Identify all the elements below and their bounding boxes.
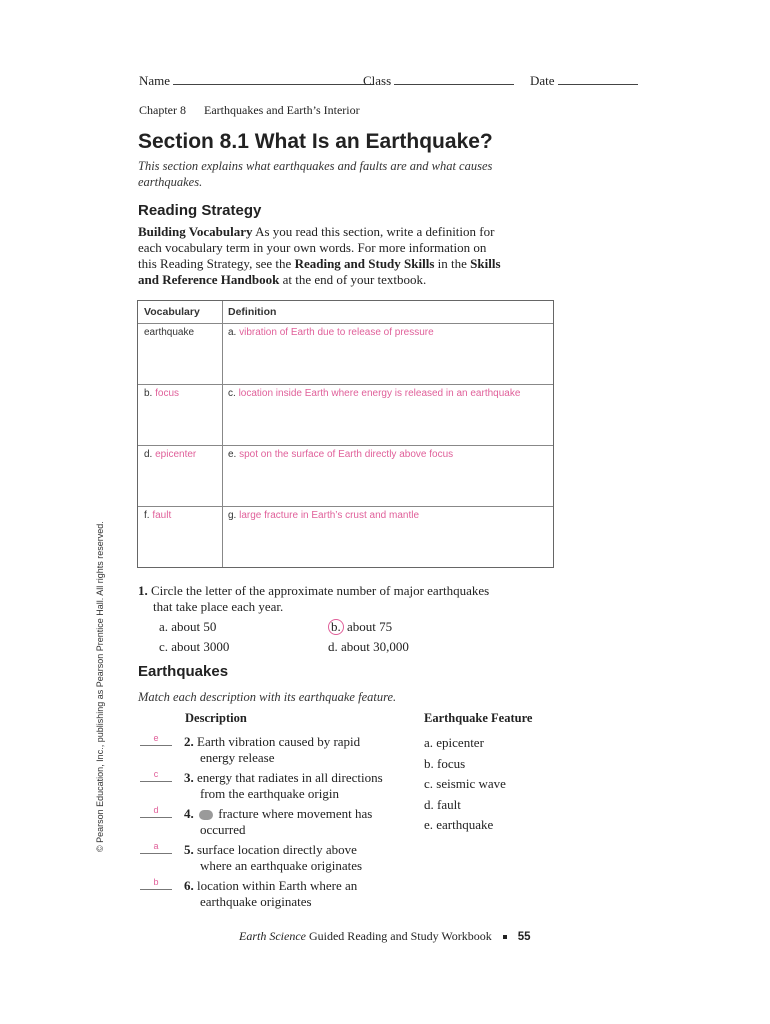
reading-strategy-heading: Reading Strategy — [138, 202, 262, 219]
chapter-title: Earthquakes and Earth’s Interior — [204, 103, 360, 117]
earthquakes-instructions: Match each description with its earthquake feature. — [138, 690, 397, 704]
vocab-cell[interactable] — [144, 388, 179, 399]
definition-answer: vibration of Earth due to release of pressure — [239, 327, 434, 338]
item-text2: energy release — [200, 750, 275, 765]
chapter-number: Chapter 8 — [139, 103, 186, 117]
item-text2: from the earthquake origin — [200, 786, 339, 801]
reading-strategy-text — [138, 224, 501, 288]
feature-list — [424, 733, 506, 836]
vocab-letter: d. — [144, 449, 153, 460]
class-blank[interactable] — [394, 72, 514, 85]
item-text2: occurred — [200, 822, 246, 837]
answer-blank-6[interactable]: b — [153, 877, 159, 887]
question-1-line1 — [138, 583, 489, 599]
feature-item: c. seismic wave — [424, 776, 506, 791]
rs-line3-b: Reading and Study Skills — [294, 256, 435, 271]
item-number: 2. — [184, 734, 194, 749]
definition-cell[interactable] — [228, 388, 520, 399]
answer-blank-2[interactable]: e — [153, 733, 159, 743]
vocab-answer: fault — [152, 510, 172, 521]
vocab-answer: epicenter — [155, 449, 197, 460]
name-line — [139, 72, 373, 89]
definition-answer: spot on the surface of Earth directly above focus — [239, 449, 454, 460]
item-number: 6. — [184, 878, 194, 893]
feature-item: d. fault — [424, 796, 461, 812]
section-intro-line2: earthquakes. — [138, 175, 203, 189]
choice-c[interactable] — [159, 639, 229, 655]
def-letter: g. — [228, 510, 237, 521]
blank-line-3 — [140, 781, 172, 782]
feature-header: Earthquake Feature — [424, 711, 533, 725]
choice-d[interactable] — [328, 639, 409, 655]
question-1-line2: that take place each year. — [153, 599, 284, 614]
item-text1: energy that radiates in all directions — [197, 770, 383, 785]
item-text1: surface location directly above — [197, 842, 357, 857]
section-title: Section 8.1 What Is an Earthquake? — [138, 130, 493, 153]
item-text1: fracture where movement has — [218, 806, 373, 821]
answer-blank-5[interactable]: a — [153, 841, 159, 851]
def-letter: e. — [228, 449, 237, 460]
col-header-vocabulary: Vocabulary — [144, 306, 200, 318]
choice-letter: a. — [159, 619, 169, 634]
vocab-term: earthquake — [144, 327, 195, 338]
item-number: 4. — [184, 806, 194, 821]
definition-cell[interactable] — [228, 449, 453, 460]
pencil-skill-icon — [199, 810, 213, 820]
item-text2: earthquake originates — [200, 894, 312, 909]
choice-b-circle — [328, 619, 344, 635]
blank-line-4 — [140, 817, 172, 818]
rs-line3-c: in the — [437, 256, 467, 271]
question-1 — [138, 583, 489, 615]
vocab-cell — [144, 327, 194, 338]
header-row-rule — [138, 323, 553, 324]
rs-bold-building: Building Vocabulary — [138, 224, 253, 239]
item-text1: Earth vibration caused by rapid — [197, 734, 361, 749]
date-line — [530, 72, 638, 89]
class-label: Class — [363, 73, 392, 88]
answer-blank-4[interactable]: d — [153, 805, 159, 815]
section-intro-line1: This section explains what earthquakes and faults are and what causes — [138, 159, 493, 173]
sidebar-copyright: © Pearson Education, Inc., publishing as Pearson Prentice Hall. All rights reserved. — [95, 521, 105, 852]
definition-answer: large fracture in Earth’s crust and mantle — [239, 510, 420, 521]
table-divider — [222, 301, 223, 567]
vocabulary-table — [137, 300, 554, 568]
rs-line3-a: this Reading Strategy, see the — [138, 256, 292, 271]
rs-line2: each vocabulary term in your own words. For more information on — [138, 240, 487, 255]
name-blank[interactable] — [173, 72, 373, 85]
choice-text: about 3000 — [171, 639, 230, 654]
footer — [239, 929, 531, 944]
rs-line4-b: at the end of your textbook. — [282, 272, 427, 287]
answer-blank-3[interactable]: c — [153, 769, 159, 779]
definition-cell[interactable] — [228, 510, 419, 521]
match-item-2 — [184, 734, 360, 766]
name-label: Name — [139, 73, 171, 88]
match-item-5 — [184, 842, 362, 874]
definition-answer: location inside Earth where energy is released in an earthquake — [238, 388, 521, 399]
choice-a[interactable] — [159, 619, 216, 635]
question-1-text1: Circle the letter of the approximate number of major earthquakes — [151, 583, 490, 598]
vocab-cell[interactable] — [144, 449, 196, 460]
footer-bullet-icon — [503, 935, 507, 939]
date-blank[interactable] — [558, 72, 638, 85]
choice-text: about 30,000 — [341, 639, 409, 654]
section-intro — [138, 158, 492, 190]
item-text2: where an earthquake originates — [200, 858, 363, 873]
def-letter: c. — [228, 388, 236, 399]
blank-line-5 — [140, 853, 172, 854]
vocab-letter: b. — [144, 388, 153, 399]
match-item-3 — [184, 770, 383, 802]
footer-book-italic: Earth Science — [239, 929, 306, 943]
class-line — [363, 72, 514, 89]
blank-line-2 — [140, 745, 172, 746]
definition-cell[interactable] — [228, 327, 434, 338]
feature-item: a. epicenter — [424, 735, 484, 750]
item-text1: location within Earth where an — [197, 878, 358, 893]
rs-line1-rest: As you read this section, write a definition for — [255, 224, 495, 239]
choice-text: about 75 — [347, 619, 393, 634]
choice-b[interactable] — [328, 619, 392, 635]
date-label: Date — [530, 73, 555, 88]
earthquakes-heading: Earthquakes — [138, 663, 229, 680]
row-rule-3 — [138, 506, 553, 507]
choice-text: about 50 — [171, 619, 217, 634]
match-item-6 — [184, 878, 357, 910]
page-number: 55 — [517, 931, 531, 943]
item-number: 3. — [184, 770, 194, 785]
row-rule-2 — [138, 445, 553, 446]
vocab-letter: f. — [144, 510, 150, 521]
def-letter: a. — [228, 327, 237, 338]
vocab-answer: focus — [155, 388, 180, 399]
feature-item: e. earthquake — [424, 817, 494, 832]
item-number: 5. — [184, 842, 194, 857]
feature-item: b. focus — [424, 755, 466, 771]
question-1-number: 1. — [138, 583, 148, 598]
rs-line4 — [138, 272, 501, 288]
rs-line4-a: and Reference Handbook — [138, 272, 280, 287]
footer-book-title: Guided Reading and Study Workbook — [308, 929, 492, 943]
rs-line1 — [138, 224, 501, 240]
rs-line3 — [138, 256, 501, 272]
rs-line3-d: Skills — [470, 256, 501, 271]
choice-letter: b. — [331, 619, 341, 634]
choice-letter: c. — [159, 639, 169, 654]
blank-line-6 — [140, 889, 172, 890]
col-header-definition: Definition — [228, 306, 277, 318]
row-rule-1 — [138, 384, 553, 385]
description-header: Description — [185, 711, 247, 725]
match-item-4 — [184, 806, 372, 838]
choice-letter: d. — [328, 639, 338, 654]
vocab-cell[interactable] — [144, 510, 171, 521]
